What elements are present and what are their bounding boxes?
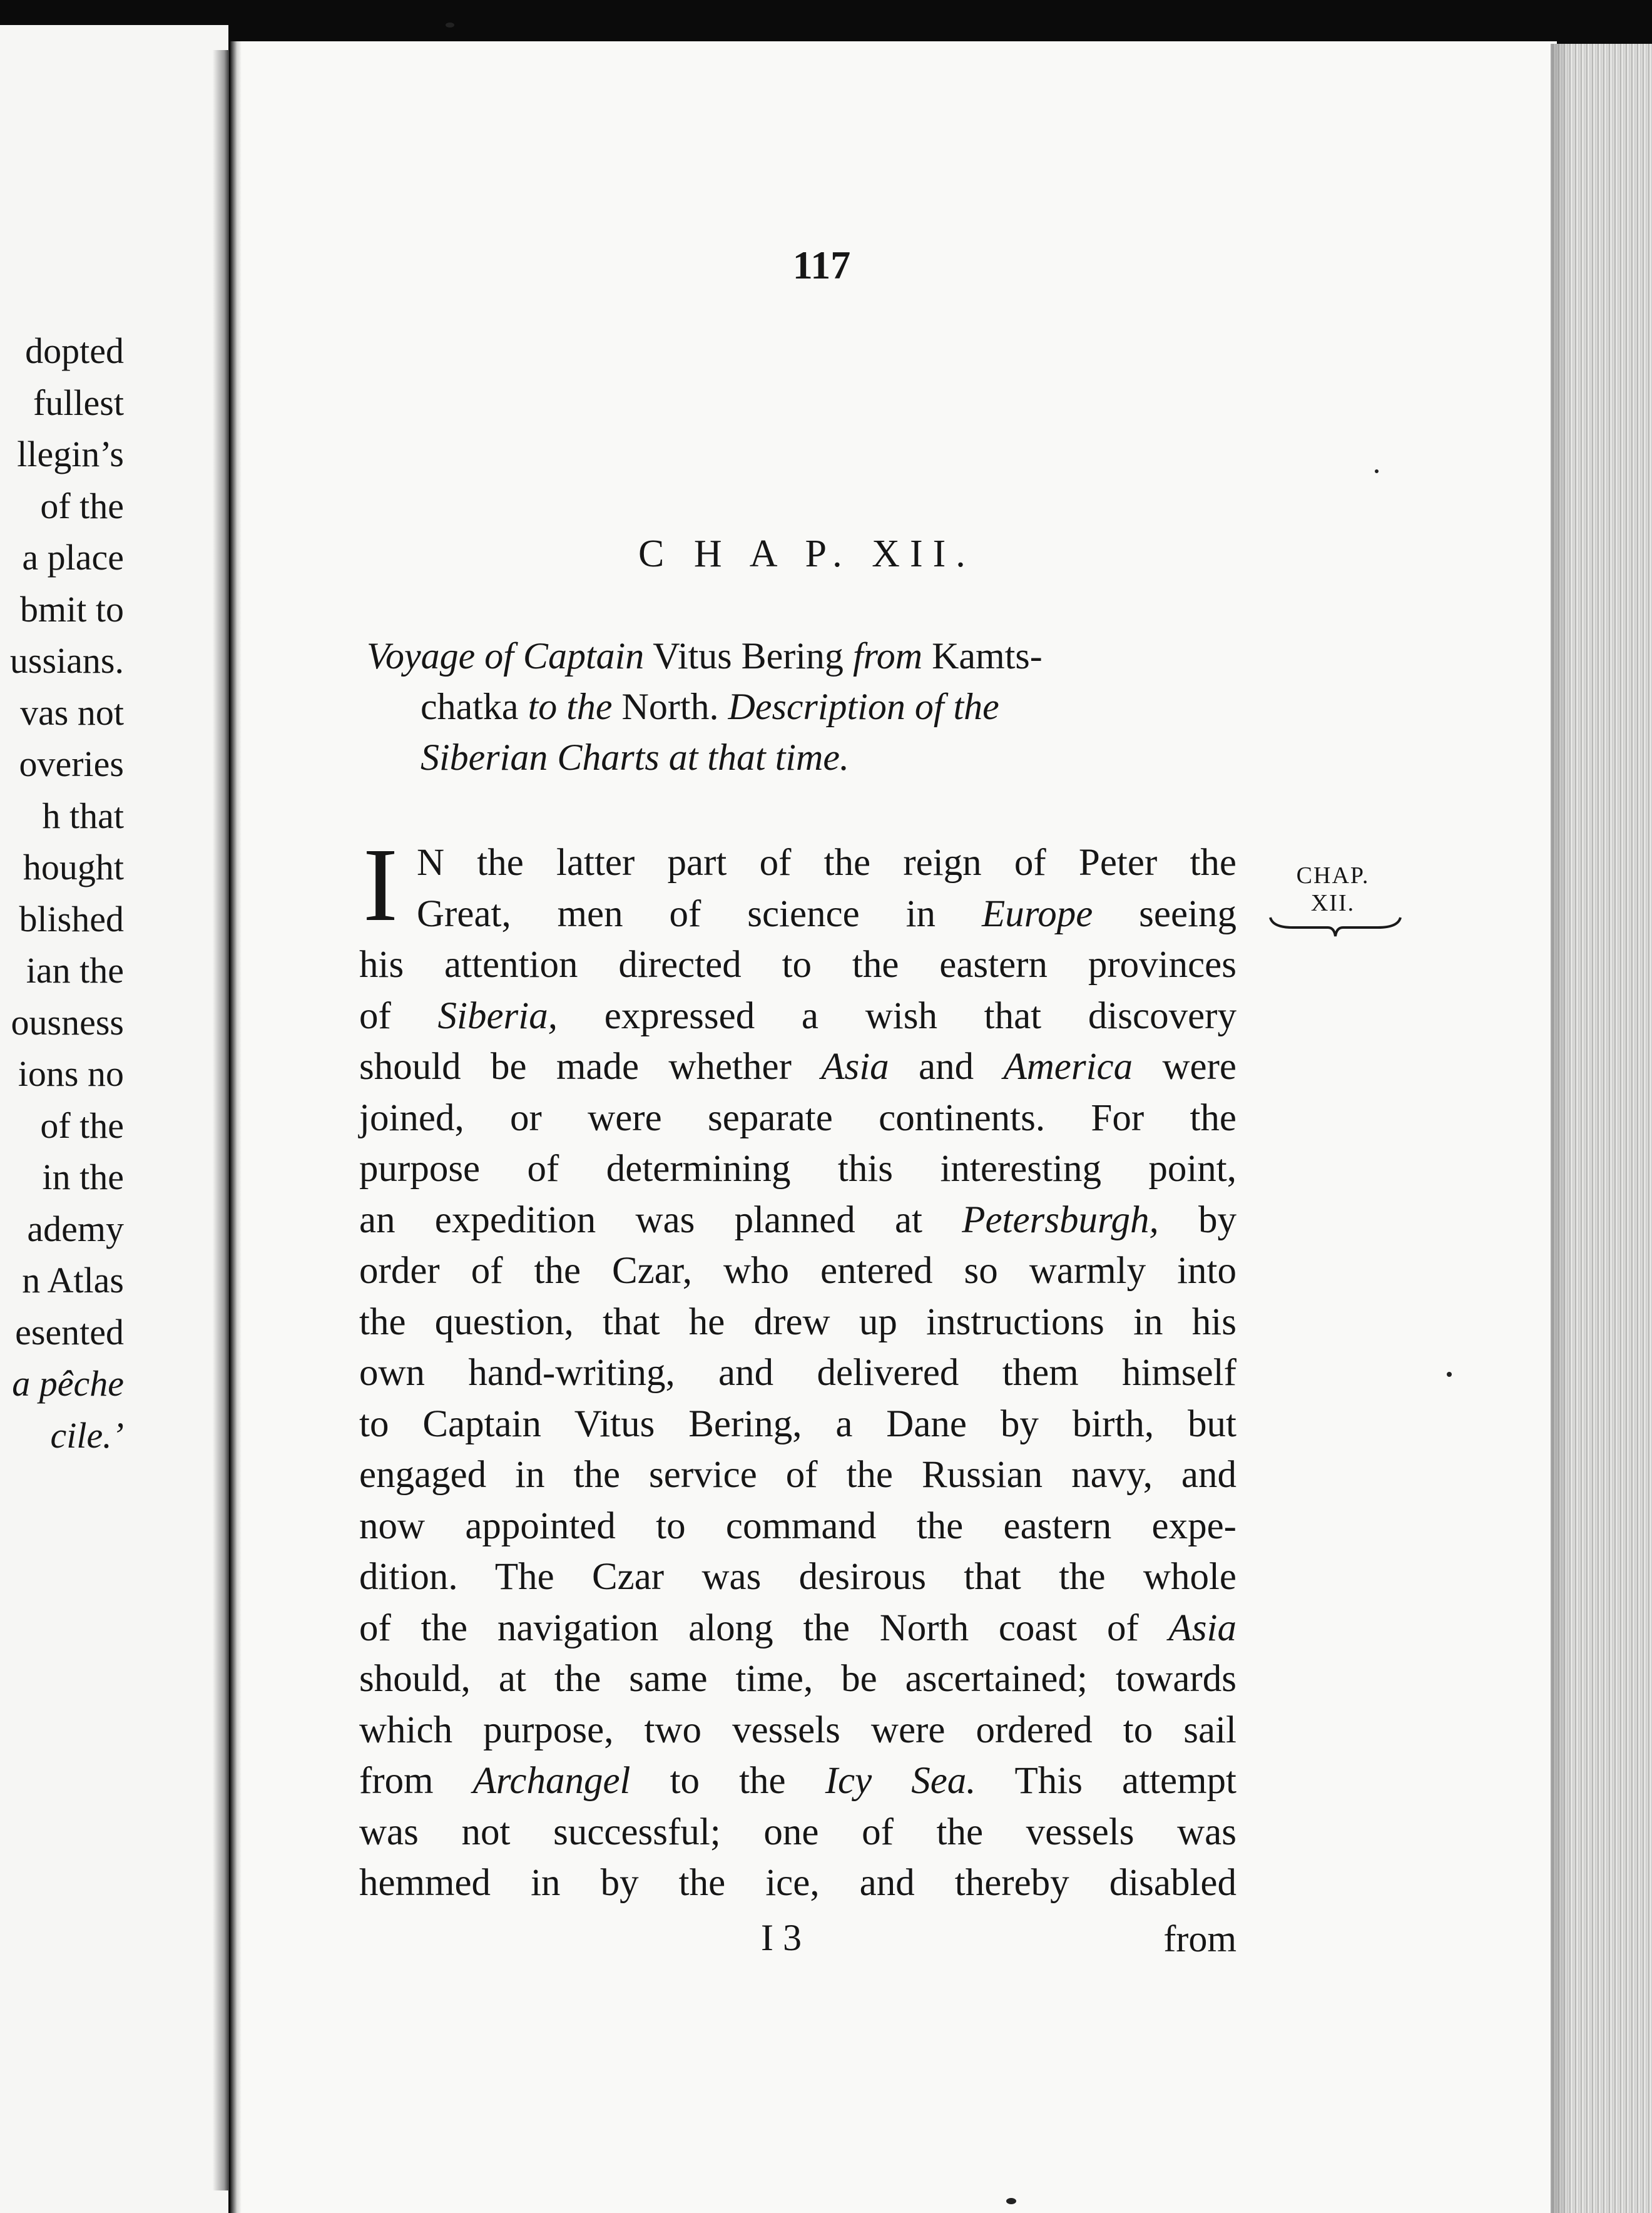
- chapter-heading: C H A P. XII.: [638, 533, 976, 575]
- body-line: now appointed to command the eastern expe-: [359, 1505, 1236, 1547]
- previous-page-line: bmit to: [20, 588, 124, 630]
- previous-page-line: fullest: [33, 382, 124, 423]
- body-line: to Captain Vitus Bering, a Dane by birth, but: [359, 1403, 1236, 1445]
- body-line: should be made whether Asia and America were: [359, 1046, 1236, 1088]
- summary-roman-text: Vitus Bering: [644, 635, 853, 677]
- previous-page-line: ian the: [26, 950, 124, 991]
- body-line: purpose of determining this interesting point,: [359, 1148, 1236, 1190]
- body-line: of the navigation along the North coast of Asia: [359, 1607, 1236, 1649]
- chapter-summary-line: [421, 688, 999, 725]
- body-line: joined, or were separate continents. For the: [359, 1096, 1236, 1139]
- previous-page-line: esented: [15, 1311, 124, 1352]
- page-edge-shade: [1551, 44, 1569, 2213]
- chapter-summary-line: Siberian Charts at that time.: [421, 737, 850, 778]
- body-line: the question, that he drew up instructions in his: [359, 1301, 1236, 1343]
- margin-note-number: XII.: [1310, 889, 1355, 916]
- previous-page-line: n Atlas: [22, 1260, 124, 1301]
- previous-page-line: llegin’s: [17, 434, 124, 474]
- body-line: order of the Czar, who entered so warmly into: [359, 1250, 1236, 1292]
- body-line: engaged in the service of the Russian navy, and: [359, 1454, 1236, 1496]
- body-line: an expedition was planned at Petersburgh, by: [359, 1198, 1236, 1241]
- gutter-shadow: [213, 50, 229, 2190]
- previous-page-line: h that: [42, 795, 124, 836]
- body-line: own hand-writing, and delivered them himself: [359, 1352, 1236, 1394]
- body-line: from Archangel to the Icy Sea. This attempt: [359, 1760, 1236, 1802]
- body-line: was not successful; one of the vessels was: [359, 1811, 1236, 1853]
- scan-speck: [1375, 469, 1379, 473]
- previous-page-line: ousness: [11, 1001, 124, 1043]
- signature-mark: I 3: [761, 1917, 802, 1958]
- summary-italic-text: from: [852, 635, 923, 677]
- scan-speck: [446, 23, 454, 28]
- previous-page-line: cile.’: [50, 1414, 124, 1456]
- previous-page-line: ions no: [18, 1053, 124, 1094]
- summary-italic-text: to the: [528, 686, 613, 727]
- catchword: from: [1163, 1918, 1236, 1960]
- body-line: hemmed in by the ice, and thereby disabled: [359, 1862, 1236, 1904]
- page-number: 117: [792, 243, 851, 287]
- scan-speck: [1447, 1372, 1452, 1377]
- body-line: N the latter part of the reign of Peter the: [417, 842, 1236, 884]
- drop-cap: I: [363, 827, 398, 943]
- previous-page-line: dopted: [25, 330, 124, 371]
- margin-note-chapter: CHAP.: [1296, 862, 1370, 889]
- previous-page-line: of the: [40, 485, 124, 526]
- chapter-summary-line: [367, 637, 1043, 675]
- summary-roman-text: Kamts-: [922, 635, 1043, 677]
- previous-page-line: ussians.: [9, 640, 124, 681]
- previous-page-line: vas not: [20, 692, 124, 733]
- previous-page-line: hought: [23, 847, 124, 887]
- previous-page-line: a pêche: [12, 1363, 124, 1404]
- previous-page-line: overies: [19, 744, 124, 784]
- body-line: of Siberia, expressed a wish that discovery: [359, 994, 1236, 1037]
- previous-page-line: a place: [22, 537, 124, 578]
- summary-roman-text: North.: [612, 686, 728, 727]
- scan-speck: [1006, 2198, 1016, 2204]
- previous-page-line: blished: [19, 898, 124, 939]
- body-line: which purpose, two vessels were ordered to sail: [359, 1709, 1236, 1751]
- previous-page-line: of the: [40, 1105, 124, 1146]
- summary-italic-text: Voyage of Captain: [367, 635, 645, 677]
- previous-page-line: ademy: [27, 1208, 124, 1249]
- body-line: dition. The Czar was desirous that the whole: [359, 1556, 1236, 1598]
- body-line: Great, men of science in Europe seeing: [417, 892, 1236, 935]
- page-fold-shadow: [230, 41, 242, 2213]
- summary-roman-text: chatka: [421, 686, 528, 727]
- margin-note: [1264, 862, 1402, 917]
- previous-page-line: in the: [42, 1157, 124, 1197]
- summary-italic-text: Description of the: [728, 686, 999, 727]
- body-line: should, at the same time, be ascertained; towards: [359, 1658, 1236, 1700]
- margin-brace: [1268, 915, 1403, 940]
- body-line: his attention directed to the eastern provinces: [359, 944, 1236, 986]
